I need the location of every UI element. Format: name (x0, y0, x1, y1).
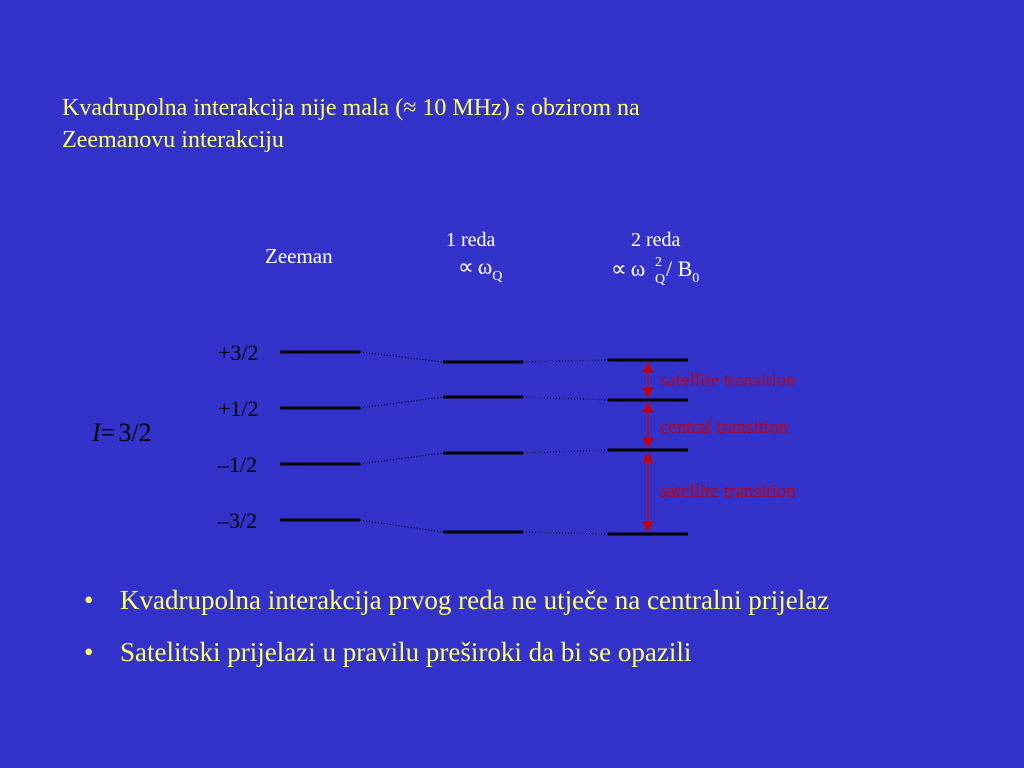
first-order-formula (458, 254, 502, 284)
level-label-minus-1-2: –1/2 (218, 452, 258, 477)
second-order-tail (666, 256, 699, 286)
connector-line (523, 397, 608, 400)
central-transition-label: central transition (660, 417, 789, 438)
second-order-formula-main (611, 256, 645, 281)
connector-line (360, 397, 443, 408)
spin-symbol: I (92, 418, 101, 447)
proportional-symbol: ∝ (458, 254, 474, 279)
b-subscript: 0 (692, 271, 700, 286)
bullet-marker: • (84, 637, 94, 667)
spin-equals: = (100, 418, 116, 447)
spin-label (91, 418, 152, 447)
connector-line (523, 450, 608, 453)
title-line-2: Zeemanovu interakciju (62, 127, 284, 153)
proportional-symbol: ∝ (611, 256, 627, 281)
omega-subscript: Q (492, 269, 503, 284)
connector-line (523, 532, 608, 534)
level-label-plus-3-2: +3/2 (218, 340, 259, 365)
first-order-header: 1 reda (446, 229, 496, 251)
spin-value: 3/2 (118, 418, 152, 447)
level-connectors (360, 352, 608, 534)
level-label-minus-3-2: –3/2 (218, 508, 258, 533)
bullet-marker: • (84, 585, 94, 615)
second-order-sub: Q (655, 272, 666, 287)
level-label-plus-1-2: +1/2 (218, 396, 259, 421)
slash-b: / B (666, 256, 693, 281)
bullet-text: Kvadrupolna interakcija prvog reda ne utječe na centralni prijelaz (120, 585, 830, 615)
omega-symbol: ω (477, 254, 493, 279)
title-line-1: Kvadrupolna interakcija nije mala (≈ 10 MHz) s obzirom na (62, 95, 640, 121)
connector-line (360, 520, 443, 532)
connector-line (360, 453, 443, 464)
bullet-text: Satelitski prijelazi u pravilu preširoki da bi se opazili (120, 637, 692, 667)
bullet-item (84, 582, 964, 618)
bullet-list (84, 582, 964, 686)
second-order-header: 2 reda (631, 229, 681, 251)
zeeman-header: Zeeman (265, 244, 333, 268)
second-order-sup: 2 (655, 255, 662, 270)
lower-satellite-label: satellite transition (660, 481, 796, 502)
first-order-levels (443, 362, 523, 532)
omega-symbol: ω (630, 256, 646, 281)
upper-satellite-label: satellite transition (660, 370, 796, 391)
bullet-item (84, 634, 964, 670)
zeeman-levels (280, 352, 360, 520)
connector-line (523, 360, 608, 362)
connector-line (360, 352, 443, 362)
